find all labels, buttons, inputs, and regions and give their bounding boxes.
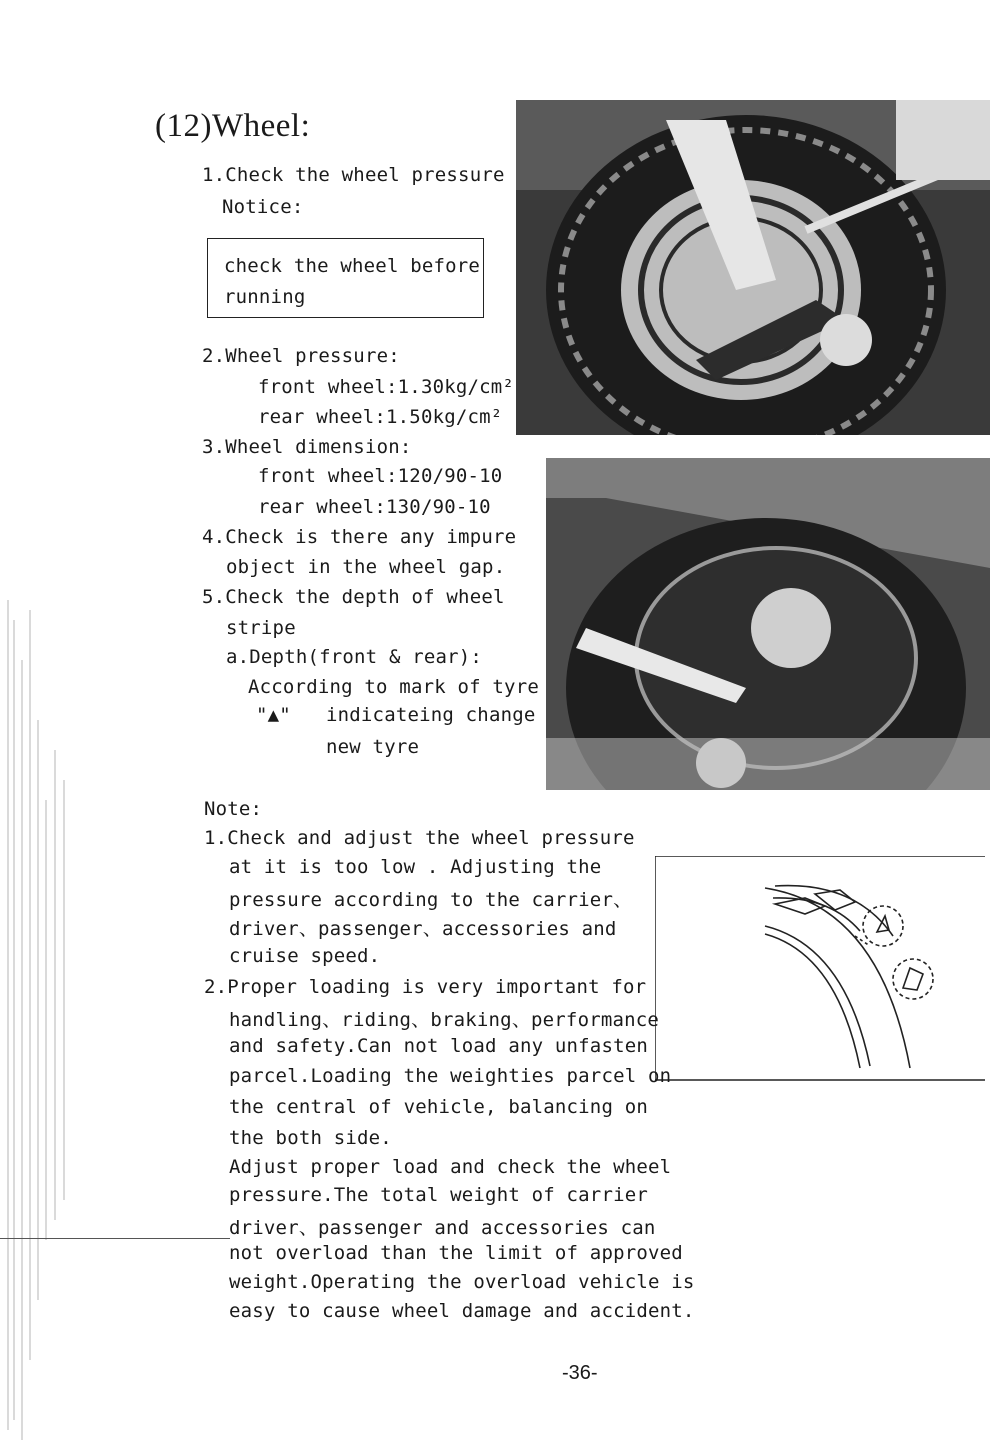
- step-4-line-1: 4.Check is there any impure: [202, 526, 517, 548]
- step-5-indicating-text: indicateing change: [326, 704, 536, 726]
- note-line-16: weight.Operating the overload vehicle is: [229, 1271, 695, 1293]
- notice-box-line-2: running: [224, 286, 306, 308]
- note-line-9: parcel.Loading the weighties parcel on: [229, 1065, 672, 1087]
- triangle-mark-symbol: "▲": [256, 704, 291, 726]
- note-line-15: not overload than the limit of approved: [229, 1242, 683, 1264]
- note-line-8: and safety.Can not load any unfasten: [229, 1035, 649, 1057]
- scan-horizontal-line: [0, 1238, 230, 1239]
- note-line-5: cruise speed.: [229, 945, 381, 967]
- step-1-text: 1.Check the wheel pressure: [202, 164, 505, 186]
- step-5-new-tyre-text: new tyre: [326, 736, 420, 758]
- front-wheel-dimension: front wheel:120/90-10: [258, 465, 503, 487]
- note-line-7: handling、riding、braking、performance: [229, 1009, 660, 1031]
- front-wheel-pressure: front wheel:1.30kg/cm²: [258, 376, 515, 398]
- note-line-12: Adjust proper load and check the wheel: [229, 1156, 672, 1178]
- note-line-1: 1.Check and adjust the wheel pressure: [204, 827, 635, 849]
- note-line-6: 2.Proper loading is very important for: [204, 976, 647, 998]
- rear-wheel-pressure: rear wheel:1.50kg/cm²: [258, 406, 503, 428]
- rear-wheel-dimension: rear wheel:130/90-10: [258, 496, 491, 518]
- step-5-tyre-mark-text: According to mark of tyre: [248, 676, 539, 698]
- step-5-depth-label: a.Depth(front & rear):: [226, 646, 483, 668]
- page-number: -36-: [562, 1362, 598, 1384]
- note-line-13: pressure.The total weight of carrier: [229, 1184, 649, 1206]
- step-5-line-1: 5.Check the depth of wheel: [202, 586, 505, 608]
- note-line-14: driver、passenger and accessories can: [229, 1217, 656, 1239]
- note-line-4: driver、passenger、accessories and: [229, 918, 617, 940]
- note-line-3: pressure according to the carrier、: [229, 889, 633, 911]
- note-label: Note:: [204, 798, 263, 820]
- tyre-tread-diagram: [655, 856, 985, 1081]
- note-line-2: at it is too low . Adjusting the: [229, 856, 602, 878]
- step-5-line-2: stripe: [226, 617, 296, 639]
- step-3-text: 3.Wheel dimension:: [202, 436, 412, 458]
- notice-label: Notice:: [222, 196, 304, 218]
- note-line-11: the both side.: [229, 1127, 392, 1149]
- note-line-17: easy to cause wheel damage and accident.: [229, 1300, 695, 1322]
- tyre-depth-photo: [546, 458, 990, 790]
- scan-artifact-lines: [0, 600, 80, 1440]
- step-4-line-2: object in the wheel gap.: [226, 556, 506, 578]
- page-title: (12)Wheel:: [155, 108, 311, 144]
- notice-box-line-1: check the wheel before: [224, 255, 481, 277]
- step-2-text: 2.Wheel pressure:: [202, 345, 400, 367]
- note-line-10: the central of vehicle, balancing on: [229, 1096, 649, 1118]
- wheel-pressure-photo: [516, 100, 990, 435]
